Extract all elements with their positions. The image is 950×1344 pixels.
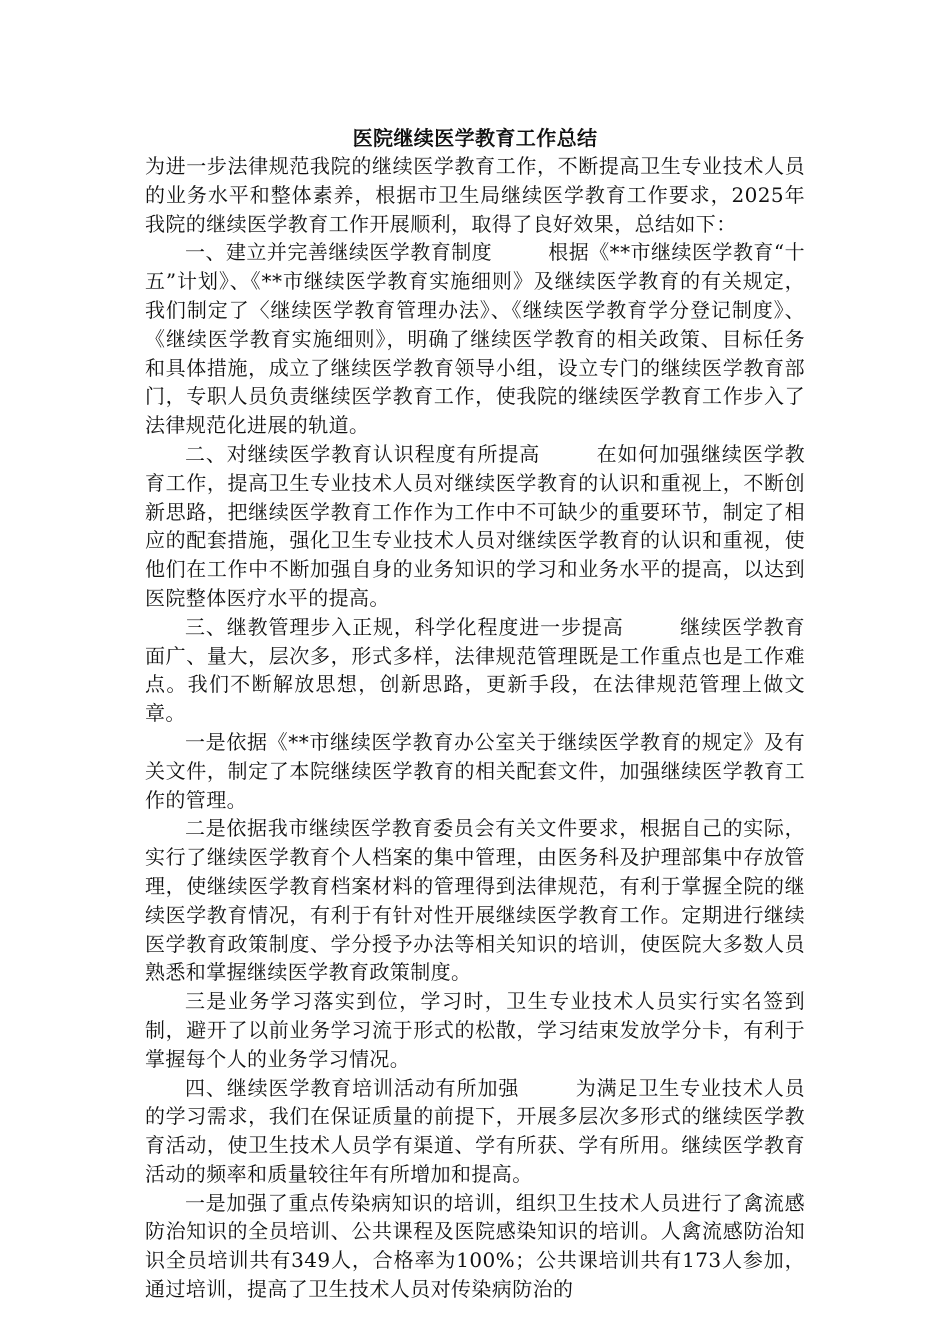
section-1-heading: 一、建立并完善继续医学教育制度 bbox=[185, 240, 493, 265]
point-two-paragraph: 二是依据我市继续医学教育委员会有关文件要求，根据自己的实际，实行了继续医学教育个人档案的集中管理，由医务科及护理部集中存放管理，使继续医学教育档案材料的管理得到法律规范，有利于掌握全院的继续医学教育情况，有利于有针对性开展继续医学教育工作。定期进行继续医学教育政策制度、学分授予办法等相关知识的培训，使医院大多数人员熟悉和掌握继续医学教育政策制度。 bbox=[145, 816, 805, 985]
section-3-heading: 三、继教管理步入正规，科学化程度进一步提高 bbox=[185, 614, 624, 639]
section-1-paragraph bbox=[145, 238, 805, 440]
section-3-paragraph bbox=[145, 613, 805, 728]
point-three-paragraph: 三是业务学习落实到位，学习时，卫生专业技术人员实行实名签到制，避开了以前业务学习流于形式的松散，学习结束发放学分卡，有利于掌握每个人的业务学习情况。 bbox=[145, 989, 805, 1071]
section-2-heading: 二、对继续医学教育认识程度有所提高 bbox=[185, 441, 541, 466]
section-4-body: 为满足卫生专业技术人员的学习需求，我们在保证质量的前提下，开展多层次多形式的继续医学教育活动，使卫生技术人员学有渠道、学有所获、学有所用。继续医学教育活动的频率和质量较往年有所增加和提高。 bbox=[145, 1075, 805, 1186]
document-body bbox=[145, 120, 805, 1304]
section-3-body: 继续医学教育面广、量大，层次多，形式多样，法律规范管理既是工作重点也是工作难点。我们不断解放思想，创新思路，更新手段，在法律规范管理上做文章。 bbox=[145, 614, 806, 726]
intro-paragraph: 为进一步法律规范我院的继续医学教育工作，不断提高卫生专业技术人员的业务水平和整体素养，根据市卫生局继续医学教育工作要求，2025年我院的继续医学教育工作开展顺利，取得了良好效果，总结如下： bbox=[145, 154, 805, 236]
section-2-body: 在如何加强继续医学教育工作，提高卫生专业技术人员对继续医学教育的认识和重视上，不断创新思路，把继续医学教育工作作为工作中不可缺少的重要环节，制定了相应的配套措施，强化卫生专业技术人员对继续医学教育的认识和重视，使他们在工作中不断加强自身的业务知识的学习和业务水平的提高，以达到医院整体医疗水平的提高。 bbox=[145, 441, 805, 610]
training-point-one-paragraph: 一是加强了重点传染病知识的培训，组织卫生技术人员进行了禽流感防治知识的全员培训、公共课程及医院感染知识的培训。人禽流感防治知识全员培训共有349人，合格率为100%；公共课培训共有173人参加，通过培训，提高了卫生技术人员对传染病防治的 bbox=[145, 1190, 805, 1302]
document-title: 医院继续医学教育工作总结 bbox=[352, 126, 598, 150]
section-1-body: 根据《**市继续医学教育“十五”计划》、《**市继续医学教育实施细则》及继续医学教育的有关规定，我们制定了〈继续医学教育管理办法》、《继续医学教育学分登记制度》、《继续医学教育实施细则》，明确了继续医学教育的相关政策、目标任务和具体措施，成立了继续医学教育领导小组，设立专门的继续医学教育部门，专职人员负责继续医学教育工作，使我院的继续医学教育工作步入了法律规范化进展的轨道。 bbox=[145, 240, 806, 438]
section-2-paragraph bbox=[145, 440, 805, 613]
section-4-heading: 四、继续医学教育培训活动有所加强 bbox=[185, 1075, 520, 1100]
point-one-paragraph: 一是依据《**市继续医学教育办公室关于继续医学教育的规定》及有关文件，制定了本院继续医学教育的相关配套文件，加强继续医学教育工作的管理。 bbox=[145, 729, 805, 812]
section-4-paragraph bbox=[145, 1074, 805, 1189]
